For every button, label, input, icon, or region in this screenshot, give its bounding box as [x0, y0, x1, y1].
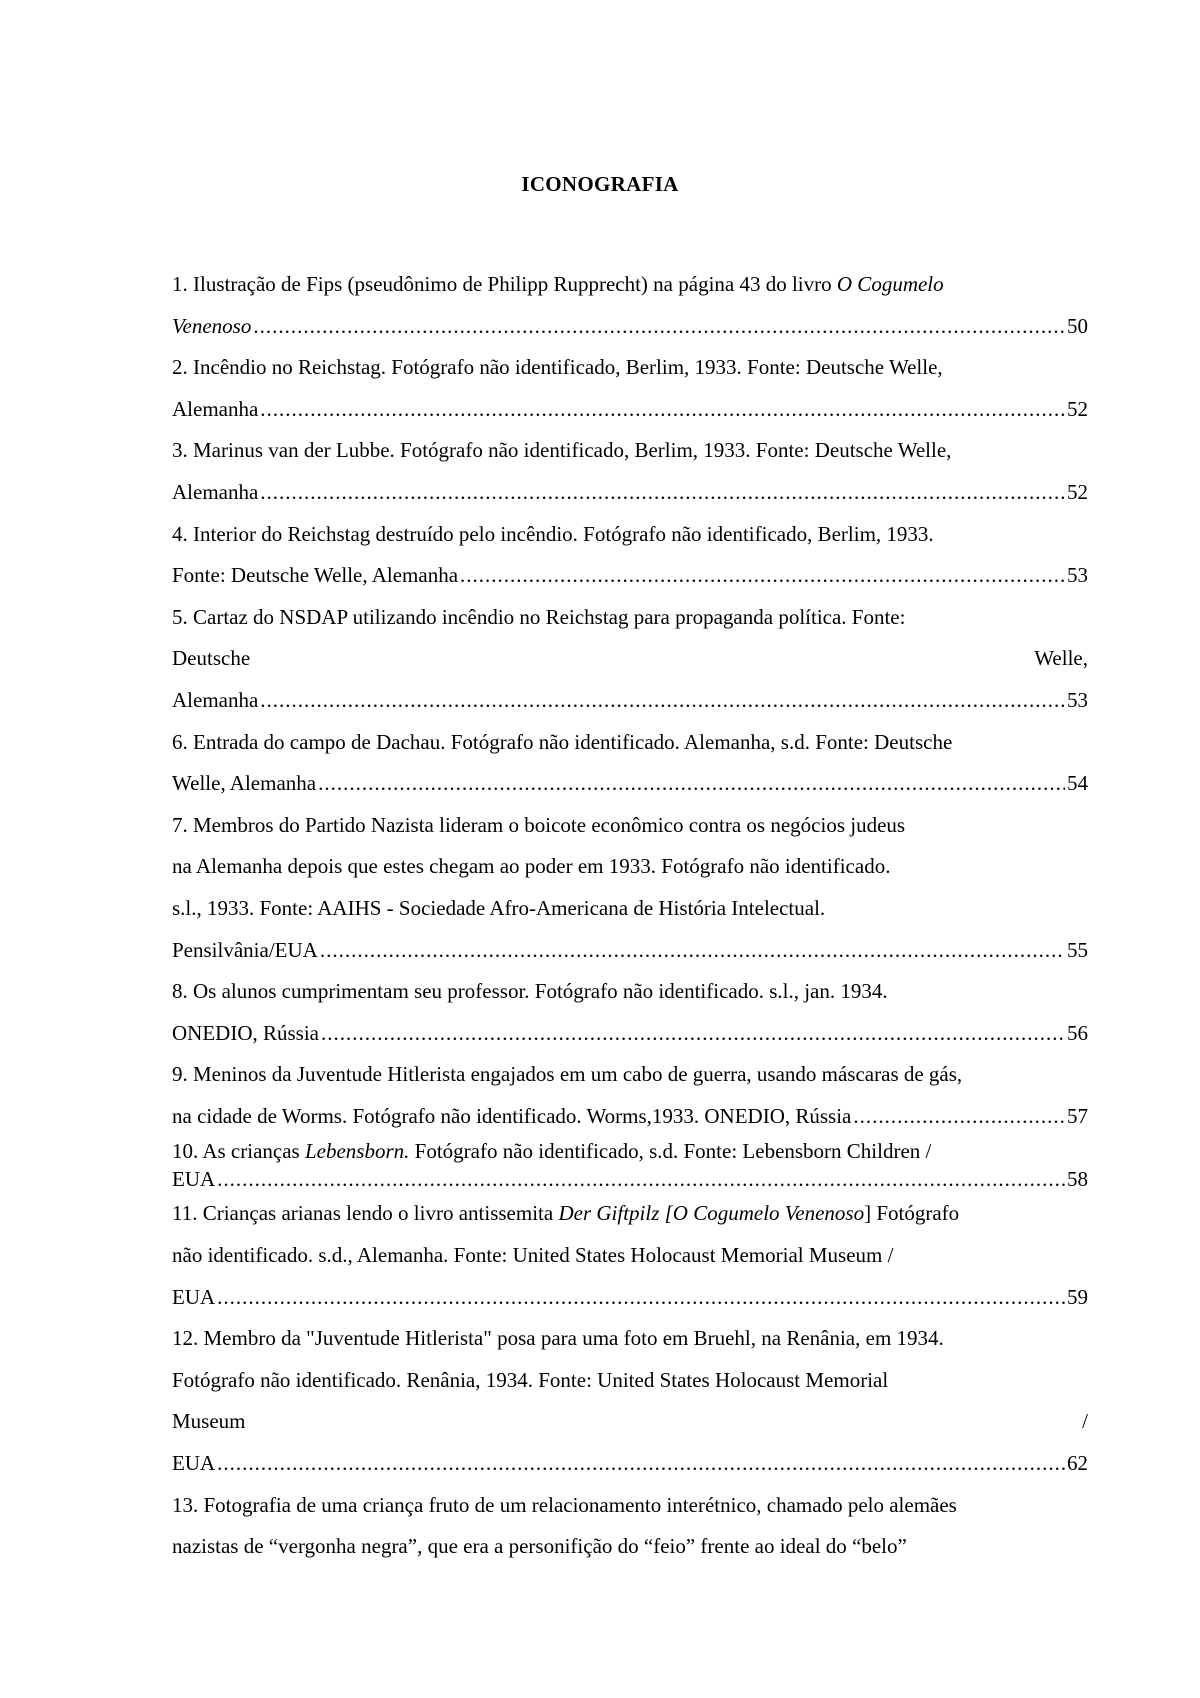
- dot-leader: [253, 306, 1065, 348]
- list-item: [172, 722, 1088, 805]
- list-item: [172, 1137, 1088, 1193]
- page-number: 53: [1067, 563, 1088, 588]
- entry-text: 6. Entrada do campo de Dachau. Fotógrafo não identificado. Alemanha, s.d. Fonte: Deutsche: [172, 729, 953, 754]
- entry-line: [172, 555, 1088, 597]
- list-item: [172, 1318, 1088, 1484]
- entry-line: [172, 1137, 1088, 1165]
- entry-line: [172, 389, 1088, 431]
- entry-text: Alemanha: [172, 479, 259, 504]
- entry-text: 11. Crianças arianas lendo o livro antissemita Der Giftpilz [O Cogumelo Venenoso] Fotógrafo: [172, 1201, 960, 1226]
- entry-text: 13. Fotografia de uma criança fruto de um relacionamento interétnico, chamado pelo alemães: [172, 1492, 957, 1517]
- entry-line: [172, 722, 1088, 764]
- list-item: [172, 1054, 1088, 1137]
- entry-text: Welle,: [1034, 646, 1088, 671]
- entry-text: Alemanha: [172, 396, 259, 421]
- entry-text: Pensilvânia/EUA: [172, 937, 318, 962]
- entry-text: Museum: [172, 1409, 246, 1434]
- entry-text: EUA: [172, 1167, 216, 1192]
- entry-line: [172, 1401, 1088, 1443]
- entry-text: s.l., 1933. Fonte: AAIHS - Sociedade Afro-Americana de História Intelectual.: [172, 895, 826, 920]
- entry-line: [172, 888, 1088, 930]
- list-item: [172, 1485, 1088, 1568]
- page-number: 56: [1067, 1020, 1088, 1045]
- entry-line: [172, 514, 1088, 556]
- dot-leader: [321, 1013, 1065, 1055]
- dot-leader: [460, 555, 1065, 597]
- page-number: 54: [1067, 771, 1088, 796]
- list-item: [172, 1193, 1088, 1318]
- entry-text: nazistas de “vergonha negra”, que era a personifição do “feio” frente ao ideal do “belo”: [172, 1534, 907, 1559]
- entry-text: na cidade de Worms. Fotógrafo não identificado. Worms,1933. ONEDIO, Rússia: [172, 1103, 852, 1128]
- entry-text: 12. Membro da "Juventude Hitlerista" posa para uma foto em Bruehl, na Renânia, em 1934.: [172, 1326, 944, 1351]
- dot-leader: [853, 1096, 1065, 1138]
- dot-leader: [260, 389, 1065, 431]
- entry-line: [172, 846, 1088, 888]
- entry-line: [172, 638, 1088, 680]
- entry-text: Fotógrafo não identificado. Renânia, 1934. Fonte: United States Holocaust Memorial: [172, 1367, 889, 1392]
- page-title: ICONOGRAFIA: [521, 172, 679, 196]
- entry-text: Alemanha: [172, 687, 259, 712]
- list-item: [172, 514, 1088, 597]
- dot-leader: [318, 763, 1065, 805]
- entry-line: [172, 1013, 1088, 1055]
- entry-text: EUA: [172, 1451, 216, 1476]
- dot-leader: [217, 1443, 1065, 1485]
- dot-leader: [260, 680, 1065, 722]
- entry-line: [172, 1054, 1088, 1096]
- entry-text: 4. Interior do Reichstag destruído pelo incêndio. Fotógrafo não identificado, Berlim, 1933.: [172, 521, 934, 546]
- page-number: 52: [1067, 396, 1088, 421]
- entry-line: [172, 430, 1088, 472]
- dot-leader: [260, 472, 1065, 514]
- entry-line: [172, 930, 1088, 972]
- entry-line: [172, 805, 1088, 847]
- dot-leader: [217, 1277, 1065, 1319]
- entry-line: [172, 1318, 1088, 1360]
- entry-line: [172, 347, 1088, 389]
- entry-line: [172, 1165, 1088, 1193]
- entry-text: Venenoso: [172, 313, 252, 338]
- entry-text: EUA: [172, 1284, 216, 1309]
- page-number: 59: [1067, 1284, 1088, 1309]
- list-item: [172, 430, 1088, 513]
- entry-text: /: [1082, 1409, 1088, 1434]
- entry-line: [172, 1193, 1088, 1235]
- entry-text: na Alemanha depois que estes chegam ao poder em 1933. Fotógrafo não identificado.: [172, 854, 891, 879]
- entry-text: Fonte: Deutsche Welle, Alemanha: [172, 563, 459, 588]
- entry-line: [172, 306, 1088, 348]
- entry-text: 9. Meninos da Juventude Hitlerista engajados em um cabo de guerra, usando máscaras de gás,: [172, 1062, 963, 1087]
- entry-line: [172, 597, 1088, 639]
- dot-leader: [217, 1165, 1065, 1193]
- page-number: 62: [1067, 1451, 1088, 1476]
- list-item: [172, 264, 1088, 347]
- entry-text: 2. Incêndio no Reichstag. Fotógrafo não identificado, Berlim, 1933. Fonte: Deutsche Welle,: [172, 355, 943, 380]
- list-item: [172, 971, 1088, 1054]
- iconography-list: [172, 264, 1088, 1568]
- entry-text: 7. Membros do Partido Nazista lideram o boicote econômico contra os negócios judeus: [172, 812, 906, 837]
- entry-line: [172, 1235, 1088, 1277]
- page-number: 50: [1067, 313, 1088, 338]
- list-item: [172, 597, 1088, 722]
- entry-text: 10. As crianças Lebensborn. Fotógrafo não identificado, s.d. Fonte: Lebensborn Children /: [172, 1139, 932, 1164]
- entry-text: 3. Marinus van der Lubbe. Fotógrafo não identificado, Berlim, 1933. Fonte: Deutsche Welle,: [172, 438, 952, 463]
- page-number: 57: [1067, 1103, 1088, 1128]
- dot-leader: [320, 930, 1065, 972]
- entry-line: [172, 1526, 1088, 1568]
- entry-text: ONEDIO, Rússia: [172, 1020, 319, 1045]
- page-number: 52: [1067, 479, 1088, 504]
- entry-line: [172, 1360, 1088, 1402]
- entry-line: [172, 472, 1088, 514]
- entry-line: [172, 1277, 1088, 1319]
- entry-text: 1. Ilustração de Fips (pseudônimo de Philipp Rupprecht) na página 43 do livro O Cogumelo: [172, 272, 944, 296]
- list-item: [172, 805, 1088, 971]
- entry-line: [172, 680, 1088, 722]
- entry-line: [172, 971, 1088, 1013]
- entry-line: [172, 264, 1088, 306]
- entry-line: [172, 1096, 1088, 1138]
- entry-text: 8. Os alunos cumprimentam seu professor. Fotógrafo não identificado. s.l., jan. 1934.: [172, 979, 888, 1004]
- entry-line: [172, 763, 1088, 805]
- page-number: 58: [1067, 1167, 1088, 1192]
- entry-text: Welle, Alemanha: [172, 771, 317, 796]
- entry-line: [172, 1485, 1088, 1527]
- entry-text: não identificado. s.d., Alemanha. Fonte: United States Holocaust Memorial Museum /: [172, 1243, 894, 1268]
- entry-text: Deutsche: [172, 646, 251, 671]
- entry-text: 5. Cartaz do NSDAP utilizando incêndio no Reichstag para propaganda política. Fonte:: [172, 604, 906, 629]
- entry-line: [172, 1443, 1088, 1485]
- list-item: [172, 347, 1088, 430]
- page-number: 55: [1067, 937, 1088, 962]
- page-number: 53: [1067, 687, 1088, 712]
